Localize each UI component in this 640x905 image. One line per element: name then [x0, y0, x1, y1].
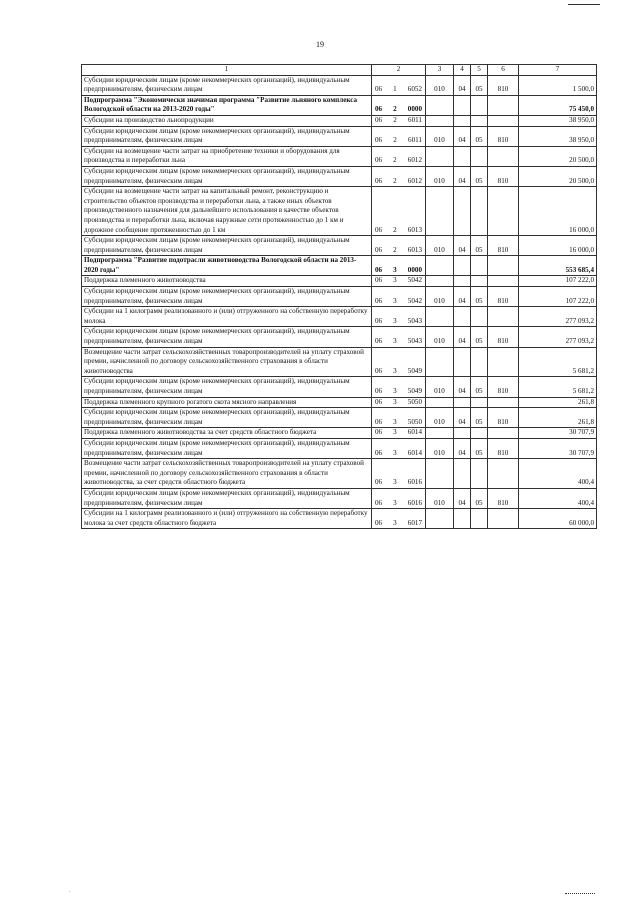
- code-part: 6016: [407, 478, 422, 487]
- row-name: Возмещение части затрат сельскохозяйственных товаропроизводителей на уплату страховой премии, начисленной по договору сельскохозяйственного страхования в области животноводства: [82, 347, 372, 377]
- row-target-code: [372, 408, 426, 428]
- row-vid-rashodov: 810: [488, 438, 519, 458]
- code-part: 1: [393, 85, 397, 94]
- row-amount: 20 500,0: [519, 166, 597, 186]
- row-grbs: [426, 428, 454, 439]
- row-amount: 38 950,0: [519, 115, 597, 126]
- code-part: 2: [393, 176, 397, 185]
- header-cell: 3: [426, 65, 454, 76]
- code-part: 6016: [407, 498, 422, 507]
- code-part: 5049: [407, 387, 422, 395]
- row-podrazdel: 05: [471, 166, 488, 186]
- row-name: Субсидии на производство льнопродукции: [82, 115, 372, 126]
- row-name: Субсидии юридическим лицам (кроме некоммерческих организаций), индивидуальным предпринимателям, физическим лицам: [82, 327, 372, 347]
- row-razdel: [454, 146, 471, 166]
- code-part: 06: [375, 265, 383, 274]
- row-podrazdel: [471, 256, 488, 276]
- header-cell: 7: [519, 65, 597, 76]
- table-row: [82, 488, 597, 508]
- row-target-code: [372, 126, 426, 146]
- row-name: Поддержка племенного крупного рогатого скота мясного направления: [82, 397, 372, 408]
- row-amount: 16 000,0: [519, 187, 597, 236]
- footer-mark: ˈ: [68, 890, 71, 898]
- table-row: [82, 126, 597, 146]
- code-part: 6017: [407, 518, 422, 527]
- code-part: 3: [393, 428, 397, 437]
- row-vid-rashodov: [488, 115, 519, 126]
- code-part: 2: [393, 156, 397, 165]
- row-vid-rashodov: [488, 276, 519, 287]
- row-grbs: 010: [426, 438, 454, 458]
- code-part: 3: [393, 387, 397, 395]
- footer-dots: [565, 893, 595, 894]
- code-part: 5042: [407, 276, 422, 285]
- row-grbs: 010: [426, 75, 454, 95]
- code-part: 6012: [407, 176, 422, 185]
- code-part: 5050: [407, 417, 422, 426]
- code-part: 06: [375, 417, 383, 426]
- row-razdel: [454, 115, 471, 126]
- row-grbs: 010: [426, 236, 454, 256]
- code-part: 2: [393, 245, 397, 254]
- row-target-code: [372, 438, 426, 458]
- row-target-code: [372, 347, 426, 377]
- row-grbs: [426, 397, 454, 408]
- code-part: 5050: [407, 397, 422, 406]
- row-razdel: [454, 95, 471, 115]
- code-part: 2: [393, 136, 397, 145]
- budget-table: [81, 64, 597, 529]
- row-vid-rashodov: [488, 187, 519, 236]
- row-amount: 60 000,0: [519, 509, 597, 529]
- row-podrazdel: 05: [471, 438, 488, 458]
- row-name: Субсидии на возмещение части затрат на приобретение техники и оборудования для производства и переработки льна: [82, 146, 372, 166]
- row-razdel: [454, 428, 471, 439]
- row-amount: 30 707,9: [519, 438, 597, 458]
- row-name: Субсидии на 1 килограмм реализованного и (или) отгруженного на собственную переработку молока за счет средств областного бюджета: [82, 509, 372, 529]
- code-part: 6012: [407, 156, 422, 165]
- row-target-code: [372, 428, 426, 439]
- code-part: 6011: [408, 136, 422, 145]
- row-podrazdel: [471, 428, 488, 439]
- code-part: 6052: [407, 85, 422, 94]
- code-part: 06: [375, 105, 383, 114]
- row-vid-rashodov: 810: [488, 287, 519, 307]
- row-target-code: [372, 488, 426, 508]
- code-part: 5042: [407, 296, 422, 305]
- code-part: 3: [393, 337, 397, 346]
- code-part: 06: [375, 448, 383, 457]
- row-target-code: [372, 75, 426, 95]
- row-razdel: 04: [454, 75, 471, 95]
- row-podrazdel: 05: [471, 488, 488, 508]
- header-cell: 6: [488, 65, 519, 76]
- row-target-code: [372, 307, 426, 327]
- table-row: [82, 377, 597, 397]
- code-part: 06: [375, 397, 383, 406]
- row-razdel: 04: [454, 488, 471, 508]
- row-podrazdel: [471, 187, 488, 236]
- code-part: 06: [375, 85, 383, 94]
- row-name: Субсидии юридическим лицам (кроме некоммерческих организаций), индивидуальным предпринимателям, физическим лицам: [82, 438, 372, 458]
- code-part: 6013: [407, 225, 422, 234]
- row-name: Субсидии юридическим лицам (кроме некоммерческих организаций), индивидуальным предпринимателям, физическим лицам: [82, 488, 372, 508]
- header-cell: 2: [372, 65, 426, 76]
- row-razdel: 04: [454, 438, 471, 458]
- row-podrazdel: 05: [471, 327, 488, 347]
- row-amount: 30 707,9: [519, 428, 597, 439]
- code-part: 3: [393, 265, 397, 274]
- code-part: 3: [393, 276, 397, 285]
- row-podrazdel: 05: [471, 75, 488, 95]
- row-grbs: 010: [426, 488, 454, 508]
- table-row: [82, 115, 597, 126]
- row-name: Субсидии юридическим лицам (кроме некоммерческих организаций), индивидуальным предпринимателям, физическим лицам: [82, 377, 372, 397]
- row-vid-rashodov: 810: [488, 488, 519, 508]
- code-part: 06: [375, 245, 383, 254]
- row-podrazdel: [471, 347, 488, 377]
- row-name: Субсидии на возмещение части затрат на капитальный ремонт, реконструкцию и строительство объектов производства и переработки льна, а также иных объектов производственного назначения для дальнейшего использования в качестве объектов производства и переработки льна, включая наружные сети протяженностью до 1 км и дорожное сообщение протяженностью до 1 км: [82, 187, 372, 236]
- table-row: [82, 256, 597, 276]
- row-podrazdel: 05: [471, 377, 488, 397]
- row-razdel: [454, 256, 471, 276]
- code-part: 3: [393, 397, 397, 406]
- row-target-code: [372, 236, 426, 256]
- row-target-code: [372, 187, 426, 236]
- table-row: [82, 509, 597, 529]
- row-grbs: [426, 276, 454, 287]
- code-part: 5043: [407, 316, 422, 325]
- code-part: 06: [375, 387, 383, 395]
- row-target-code: [372, 115, 426, 126]
- row-target-code: [372, 146, 426, 166]
- row-target-code: [372, 166, 426, 186]
- row-name: Поддержка племенного животноводства за счет средств областного бюджета: [82, 428, 372, 439]
- code-part: 6014: [407, 428, 422, 437]
- row-vid-rashodov: 810: [488, 75, 519, 95]
- row-name: Субсидии на 1 килограмм реализованного и (или) отгруженного на собственную переработку молока: [82, 307, 372, 327]
- row-vid-rashodov: [488, 397, 519, 408]
- row-vid-rashodov: [488, 509, 519, 529]
- row-podrazdel: [471, 307, 488, 327]
- header-row: [82, 65, 597, 76]
- row-podrazdel: 05: [471, 287, 488, 307]
- row-vid-rashodov: [488, 256, 519, 276]
- row-target-code: [372, 95, 426, 115]
- row-grbs: [426, 459, 454, 489]
- corner-mark: [568, 4, 600, 5]
- row-amount: 38 950,0: [519, 126, 597, 146]
- row-amount: 261,8: [519, 408, 597, 428]
- row-name: Субсидии юридическим лицам (кроме некоммерческих организаций), индивидуальным предпринимателям, физическим лицам: [82, 236, 372, 256]
- row-razdel: [454, 276, 471, 287]
- row-target-code: [372, 377, 426, 397]
- code-part: 3: [393, 478, 397, 487]
- table-row: [82, 166, 597, 186]
- row-razdel: [454, 347, 471, 377]
- code-part: 06: [375, 337, 383, 346]
- code-part: 6014: [407, 448, 422, 457]
- code-part: 3: [393, 498, 397, 507]
- code-part: 5043: [407, 337, 422, 346]
- code-part: 06: [375, 518, 383, 527]
- table-row: [82, 438, 597, 458]
- row-target-code: [372, 397, 426, 408]
- table-row: [82, 75, 597, 95]
- row-razdel: 04: [454, 236, 471, 256]
- row-amount: 400,4: [519, 459, 597, 489]
- row-name: Подпрограмма "Экономически значимая программа "Развитие льняного комплекса Вологодской области на 2013-2020 годы": [82, 95, 372, 115]
- code-part: 06: [375, 176, 383, 185]
- row-vid-rashodov: 810: [488, 327, 519, 347]
- row-podrazdel: [471, 397, 488, 408]
- row-grbs: [426, 187, 454, 236]
- row-grbs: 010: [426, 126, 454, 146]
- row-grbs: 010: [426, 408, 454, 428]
- row-target-code: [372, 459, 426, 489]
- row-razdel: [454, 509, 471, 529]
- page-number: 19: [316, 40, 324, 49]
- row-podrazdel: [471, 276, 488, 287]
- code-part: 0000: [407, 105, 422, 114]
- row-grbs: [426, 256, 454, 276]
- row-amount: 16 000,0: [519, 236, 597, 256]
- row-name: Поддержка племенного животноводства: [82, 276, 372, 287]
- code-part: 06: [375, 136, 383, 145]
- row-podrazdel: [471, 509, 488, 529]
- code-part: 3: [393, 366, 397, 375]
- code-part: 06: [375, 498, 383, 507]
- table-row: [82, 146, 597, 166]
- row-target-code: [372, 287, 426, 307]
- code-part: 06: [375, 276, 383, 285]
- row-vid-rashodov: 810: [488, 408, 519, 428]
- row-razdel: 04: [454, 327, 471, 347]
- code-part: 06: [375, 366, 383, 375]
- row-name: Субсидии юридическим лицам (кроме некоммерческих организаций), индивидуальным предпринимателям, физическим лицам: [82, 287, 372, 307]
- row-target-code: [372, 327, 426, 347]
- row-vid-rashodov: [488, 347, 519, 377]
- row-grbs: 010: [426, 287, 454, 307]
- table-row: [82, 307, 597, 327]
- row-grbs: 010: [426, 377, 454, 397]
- header-cell: 5: [471, 65, 488, 76]
- code-part: 6013: [407, 245, 422, 254]
- header-cell: 4: [454, 65, 471, 76]
- code-part: 06: [375, 296, 383, 305]
- row-vid-rashodov: 810: [488, 236, 519, 256]
- row-podrazdel: 05: [471, 126, 488, 146]
- code-part: 06: [375, 428, 383, 437]
- row-grbs: [426, 95, 454, 115]
- row-name: Субсидии юридическим лицам (кроме некоммерческих организаций), индивидуальным предпринимателям, физическим лицам: [82, 408, 372, 428]
- row-podrazdel: [471, 459, 488, 489]
- table-row: [82, 236, 597, 256]
- row-amount: 261,8: [519, 397, 597, 408]
- row-target-code: [372, 509, 426, 529]
- row-podrazdel: 05: [471, 408, 488, 428]
- row-amount: 107 222,0: [519, 287, 597, 307]
- code-part: 2: [393, 105, 397, 114]
- header-cell: 1: [82, 65, 372, 76]
- row-name: Возмещение части затрат сельскохозяйственных товаропроизводителей на уплату страховой премии, начисленной по договору сельскохозяйственного страхования в области животноводства, за счет средств областного бюджета: [82, 459, 372, 489]
- row-target-code: [372, 276, 426, 287]
- row-amount: 107 222,0: [519, 276, 597, 287]
- code-part: 06: [375, 225, 383, 234]
- code-part: 06: [375, 478, 383, 487]
- row-razdel: [454, 397, 471, 408]
- table-row: [82, 459, 597, 489]
- row-amount: 553 685,4: [519, 256, 597, 276]
- row-amount: 5 681,2: [519, 347, 597, 377]
- table-row: [82, 276, 597, 287]
- code-part: 2: [393, 115, 397, 124]
- row-target-code: [372, 256, 426, 276]
- code-part: 0000: [407, 265, 422, 274]
- table-row: [82, 95, 597, 115]
- code-part: 3: [393, 448, 397, 457]
- row-amount: 75 450,0: [519, 95, 597, 115]
- row-razdel: [454, 459, 471, 489]
- row-podrazdel: [471, 95, 488, 115]
- row-name: Субсидии юридическим лицам (кроме некоммерческих организаций), индивидуальным предпринимателям, физическим лицам: [82, 166, 372, 186]
- row-razdel: 04: [454, 287, 471, 307]
- code-part: 06: [375, 115, 383, 124]
- row-vid-rashodov: [488, 95, 519, 115]
- row-razdel: 04: [454, 377, 471, 397]
- table-row: [82, 397, 597, 408]
- row-grbs: 010: [426, 327, 454, 347]
- row-vid-rashodov: [488, 146, 519, 166]
- row-razdel: 04: [454, 408, 471, 428]
- code-part: 3: [393, 296, 397, 305]
- row-vid-rashodov: [488, 459, 519, 489]
- row-razdel: [454, 187, 471, 236]
- table-row: [82, 408, 597, 428]
- table-row: [82, 347, 597, 377]
- row-vid-rashodov: 810: [488, 166, 519, 186]
- row-amount: 5 681,2: [519, 377, 597, 397]
- row-podrazdel: [471, 115, 488, 126]
- row-name: Субсидии юридическим лицам (кроме некоммерческих организаций), индивидуальным предпринимателям, физическим лицам: [82, 75, 372, 95]
- row-name: Субсидии юридическим лицам (кроме некоммерческих организаций), индивидуальным предпринимателям, физическим лицам: [82, 126, 372, 146]
- row-grbs: [426, 146, 454, 166]
- code-part: 06: [375, 156, 383, 165]
- code-part: 3: [393, 316, 397, 325]
- row-vid-rashodov: [488, 307, 519, 327]
- row-amount: 277 093,2: [519, 327, 597, 347]
- table-row: [82, 327, 597, 347]
- row-amount: 277 093,2: [519, 307, 597, 327]
- row-podrazdel: [471, 146, 488, 166]
- row-grbs: [426, 347, 454, 377]
- code-part: 5049: [407, 366, 422, 375]
- table-row: [82, 287, 597, 307]
- row-vid-rashodov: 810: [488, 126, 519, 146]
- code-part: 2: [393, 225, 397, 234]
- table-row: [82, 187, 597, 236]
- code-part: 06: [375, 316, 383, 325]
- row-amount: 1 500,0: [519, 75, 597, 95]
- row-razdel: 04: [454, 166, 471, 186]
- table-row: [82, 428, 597, 439]
- row-razdel: [454, 307, 471, 327]
- row-amount: 20 500,0: [519, 146, 597, 166]
- row-grbs: [426, 509, 454, 529]
- row-grbs: [426, 115, 454, 126]
- code-part: 3: [393, 417, 397, 426]
- row-grbs: [426, 307, 454, 327]
- code-part: 3: [393, 518, 397, 527]
- row-podrazdel: 05: [471, 236, 488, 256]
- code-part: 6011: [408, 115, 422, 124]
- row-razdel: 04: [454, 126, 471, 146]
- row-name: Подпрограмма "Развитие подотрасли животноводства Вологодской области на 2013-2020 годы": [82, 256, 372, 276]
- row-vid-rashodov: [488, 428, 519, 439]
- row-amount: 400,4: [519, 488, 597, 508]
- row-vid-rashodov: 810: [488, 377, 519, 397]
- row-grbs: 010: [426, 166, 454, 186]
